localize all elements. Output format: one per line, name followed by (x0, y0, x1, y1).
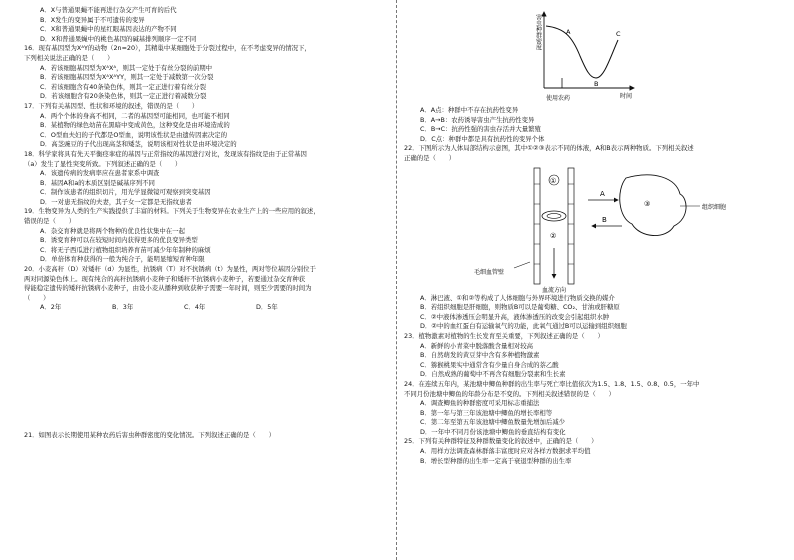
question-line: （ ） (24, 293, 50, 302)
blood-flow-label: 血流方向 (542, 286, 567, 294)
answer-option: C．将无子西瓜进行植物组织培养育苗可减少年年制种的麻烦 (40, 245, 211, 254)
answer-option: D．单倍体育种获得的一般为纯合子，能明显缩短育种年限 (40, 255, 205, 264)
answer-option: C．制作该患者的组织切片，用光学显微镜可观察到突变基因 (40, 188, 211, 197)
answer-option: A．若该细胞基因型为XᴬXᴬ，则其一定处于有丝分裂的前期中 (40, 63, 213, 72)
pest-density-graph (404, 6, 772, 106)
answer-option: A．用样方法调查森林群落丰富度时应对各样方数据求平均值 (420, 447, 591, 456)
left-column (24, 6, 388, 441)
question-line: 16．现有基因型为XᴬY的动物（2n=20），其精巢中某细胞处于分裂过程中，在不考虑变异的情况下， (24, 44, 311, 53)
question-line: 两对同源染色体上。现有纯合的高秆抗锈病小麦种子和矮秆不抗锈病小麦种子，若要通过杂交育种获 (24, 274, 306, 283)
tissue-cell-label: 组织细胞 (702, 203, 727, 211)
answer-option: D．若该细胞含有20条染色体，则其一定正进行着减数分裂 (40, 92, 207, 101)
answer-option: D．②中的血红蛋白有运输氧气的功能，此氧气通过B可以运输到组织细胞 (420, 322, 627, 331)
answer-option: C．B→C：抗药性强的害虫存活并大量繁殖 (420, 125, 541, 134)
q20-option: C．4年 (184, 303, 206, 312)
question-line: 17．下列有关基因型、性状和环境的叙述，错误的是（ ） (24, 101, 199, 110)
answer-option: A．新鲜的小青菜中脱落酸含量相对较高 (420, 341, 534, 350)
answer-option: B．基因A和a的本质区别是碱基序列不同 (40, 178, 155, 187)
question-line: 不同月份池塘中鲫鱼的年龄分布是不变的。下列相关叙述错误的是（ ） (404, 389, 615, 398)
density-curve (546, 26, 618, 78)
fluid-1-label: ① (550, 176, 557, 185)
answer-option: B．某植物的绿色幼苗在黑暗中变成黄色，这种变化是由环境造成的 (40, 121, 230, 130)
body-fluid-diagram (404, 164, 772, 294)
question-line: 得能稳定遗传的矮秆抗锈病小麦种子，由设小麦从播种到收获种子需要一年时间，则至少需要的时间为 (24, 284, 312, 293)
graph-point-b: B (594, 80, 599, 88)
question-line: 24．在连续五年内，某池塘中鲫鱼种群的出生率与死亡率比值依次为1.5、1.8、1.5、0.8、0.5，一年中 (404, 379, 700, 388)
answer-option: D．C点：种群中都是具有抗药性的变异个体 (420, 134, 545, 143)
answer-option: B．若该细胞基因型为XᴬXᴬYY，则其一定处于减数第一次分裂 (40, 73, 214, 82)
q20-option: D．5年 (256, 303, 278, 312)
left-text-block (24, 6, 388, 303)
pesticide-marker-label: 使用农药 (546, 95, 571, 102)
question-21-stem: 21．如图表示长期使用某种农药后害虫种群密度的变化情况。下列叙述正确的是（ ） (24, 431, 275, 439)
question-line: （a）发生了显性突变所致。下列叙述正确的是（ ） (24, 159, 182, 168)
question-line: 18．科学家将具有先天平衡痉挛症的基因与正常指纹的基因进行对比，发现该有指纹是由于正常基因 (24, 149, 307, 158)
graph-point-c: C (616, 30, 621, 38)
question-line: 20．小麦高秆（D）对矮秆（d）为显性，抗锈病（T）对不抗锈病（t）为显性，两对等位基因分别位于 (24, 265, 316, 274)
answer-option: C．X和普通果蝇中的星红眼基因表达的产物不同 (40, 25, 177, 34)
answer-option: A．X与普通果蝇不能再进行杂交产生可育的后代 (40, 6, 177, 14)
question-line: 错误的是（ ） (24, 217, 76, 226)
answer-option: A．该遗传病的发病率应在患者家系中调查 (40, 169, 160, 178)
right-text-block (404, 106, 772, 164)
graph-y-axis-label: 害虫种群密度 (534, 14, 542, 50)
question-line: 22．下图所示为人体局部结构示意图，其中①②③表示不同的体液，A和B表示两种物质。下列相关叙述 (404, 144, 694, 153)
answer-option: A．杂交育种就是将两个物种的优良性状集中在一起 (40, 226, 185, 235)
answer-option: B．增长型种群的出生率一定高于衰退型种群的出生率 (420, 456, 572, 465)
answer-option: B．若组织细胞是肝细胞，则物质B可以是葡萄糖、CO₂、甘油或肝糖原 (420, 303, 620, 312)
question-line: 19．生物变异为人类的生产实践提供了丰富的材料。下列关于生物变异在农业生产上的一些应用的叙述， (24, 207, 320, 216)
answer-option: B．诱变育种可以在较短时间内获得更多的优良变异类型 (40, 236, 198, 245)
fluid-3-label: ③ (644, 199, 651, 208)
answer-option: B．X发生的变异属于不可遗传的变异 (40, 15, 145, 24)
q20-option: A．2年 (40, 303, 62, 312)
right-text-block (404, 294, 772, 467)
body-fluid-figure (404, 164, 772, 294)
substance-a-label: A (600, 189, 605, 198)
answer-option: A．调查鲫鱼的种群密度可采用标志重捕法 (420, 399, 540, 408)
fluid-2-label: ② (550, 231, 557, 240)
answer-option: C．第二年至第五年该池塘中鲫鱼数量先增加后减少 (420, 418, 566, 427)
answer-option: D．一年中不同月份该池塘中鲫鱼的垂直结构有变化 (420, 427, 566, 436)
answer-option: D．高茎豌豆的子代出现高茎和矮茎，说明该相对性状是由环境决定的 (40, 140, 237, 149)
q20-options (24, 303, 388, 313)
answer-space (24, 313, 388, 431)
right-column (404, 6, 772, 466)
tissue-cell-outline (620, 174, 686, 235)
question-line: 正确的是（ ） (404, 153, 456, 162)
answer-option: B．第一年与第三年该池塘中鲫鱼的增长率相等 (420, 408, 553, 417)
answer-option: D．一对患无指纹的夫妻，其子女一定都是无指纹患者 (40, 197, 192, 206)
graph-point-a: A (566, 28, 571, 36)
answer-option: D．自然成熟的葡萄中不再含有细胞分裂素和生长素 (420, 370, 566, 379)
capillary-left-wall (534, 168, 540, 284)
answer-option: C．②中液体渗透压会明显升高，液体渗透压的改变会引起组织水肿 (420, 312, 610, 321)
substance-b-label: B (602, 215, 607, 224)
column-divider (396, 0, 397, 560)
red-blood-cell (542, 211, 566, 221)
capillary-wall-label: 毛细血管壁 (474, 268, 505, 276)
answer-option: B．自然萌发的黄豆芽中含有多种植物激素 (420, 351, 540, 360)
answer-option: A．A点：种群中不存在抗药性变异 (420, 106, 519, 114)
question-line: 下列相关说法正确的是（ ） (24, 53, 114, 62)
answer-option: D．X和普通果蝇中的桃色基因的碱基排列顺序一定不同 (40, 34, 197, 43)
question-line: 23．植物激素对植物的生长发育至关重要，下列叙述正确的是（ ） (404, 331, 604, 340)
answer-option: C．猕猴桃果实中通常含有少量自身合成的萘乙酸 (420, 360, 559, 369)
capillary-right-wall (568, 168, 574, 284)
graph-x-axis-label: 时间 (620, 93, 633, 100)
answer-option: A．两个个体的身高不相同，二者的基因型可能相同，也可能不相同 (40, 111, 230, 120)
answer-option: B．A→B：农药诱导害虫产生抗药性变异 (420, 115, 535, 124)
q20-option: B．3年 (112, 303, 134, 312)
pest-density-figure (404, 6, 772, 106)
answer-option: C．若该细胞含有40条染色体，则其一定正进行着有丝分裂 (40, 82, 206, 91)
answer-option: C．O型血夫妇的子代都是O型血，说明该性状是由遗传因素决定的 (40, 130, 228, 139)
answer-option: A．淋巴液、①和②等构成了人体细胞与外界环境进行物质交换的媒介 (420, 293, 615, 302)
question-line: 25．下列有关种群特征及种群数量变化的叙述中，正确的是（ ） (404, 437, 598, 446)
